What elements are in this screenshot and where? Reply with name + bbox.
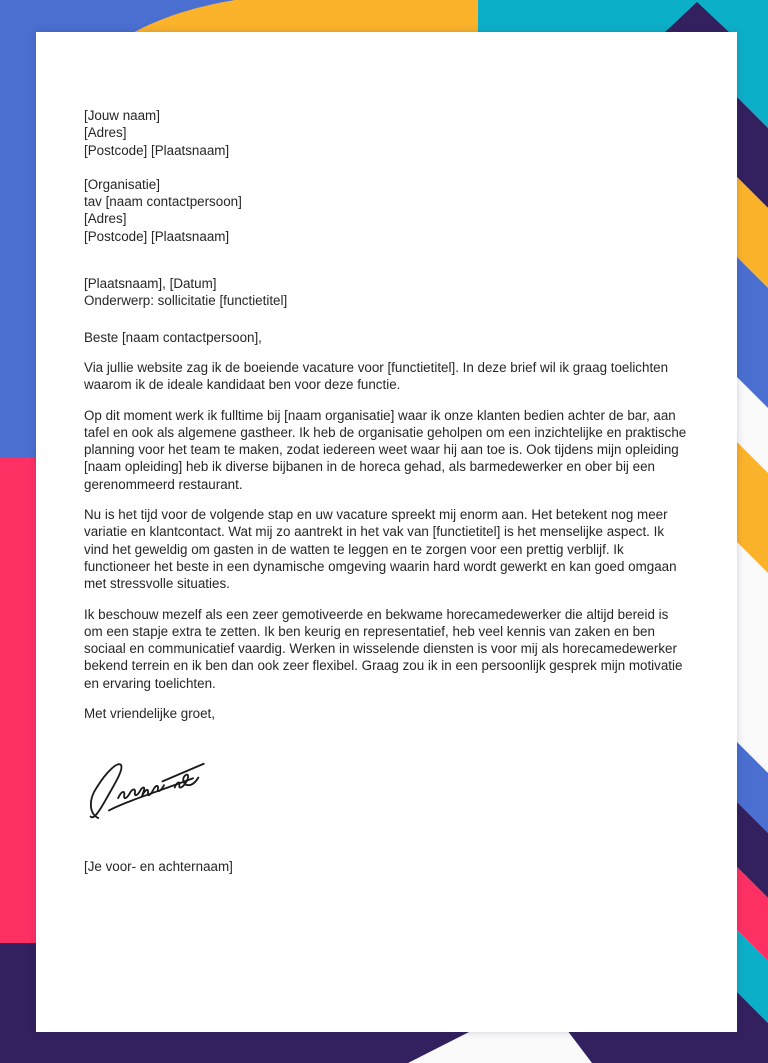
sender-name-line: [Jouw naam] <box>84 108 160 123</box>
signature-drawing <box>86 748 216 830</box>
signature-image <box>86 748 216 830</box>
letter-body <box>84 107 690 876</box>
salutation: Beste [naam contactpersoon], <box>84 329 262 345</box>
signer-name: [Je voor- en achternaam] <box>84 859 233 875</box>
paragraph-current-work: Op dit moment werk ik fulltime bij [naam organisatie] waar ik onze klanten bedien achter de bar, aan tafel en ook als algemene gastheer. Ik heb de organisatie geholpen om een inzichtelijke en praktische planning voor het team te maken, zodat iedereen weet waar hij aan toe is. Ook tijdens mijn opleiding [naam opleiding] heb ik diverse bijbanen in de horeca gehad, als barmedewerker en ober bij een gerenommeerd restaurant. <box>84 407 687 492</box>
subject-line: Onderwerp: sollicitatie [functietitel] <box>84 293 288 309</box>
sender-city-line: [Postcode] [Plaatsnaam] <box>84 142 230 158</box>
recipient-contact-line: tav [naam contactpersoon] <box>84 194 242 210</box>
sender-address-block <box>84 107 690 159</box>
sender-street-line: [Adres] <box>84 125 127 141</box>
letter-page <box>36 32 737 1032</box>
paragraph-motivation: Nu is het tijd voor de volgende stap en uw vacature spreekt mij enorm aan. Het betekent nog meer variatie en klantcontact. Wat mij zo aantrekt in het vak van [functietitel] is het menselijke aspect. Ik vind het geweldig om gasten in de watten te leggen en te zorgen voor een prettig verblijf. Ik functioneer het beste in een dynamische omgeving waarin hard wordt gewerkt en kan goed omgaan met stressvolle situaties. <box>84 507 677 592</box>
recipient-address-block <box>84 176 690 245</box>
recipient-street-line: [Adres] <box>84 211 127 227</box>
recipient-organisation-line: [Organisatie] <box>84 176 160 192</box>
bottom-purple-strip <box>0 1030 768 1063</box>
paragraph-qualities: Ik beschouw mezelf als een zeer gemotiveerde en bekwame horecamedewerker die altijd bereid is om een stapje extra te zetten. Ik ben keurig en representatief, heb veel kennis van zaken en ben sociaal en communicatief vaardig. Werken in wisselende diensten is voor mij als horecamedewerker bekend terrein en ik ben dan ook zeer flexibel. Graag zou ik in een persoonlijk gesprek mijn motivatie en ervaring toelichten. <box>84 606 683 691</box>
letter-meta-block <box>84 275 690 310</box>
paragraph-intro: Via jullie website zag ik de boeiende vacature voor [functietitel]. In deze brief wil ik graag toelichten waarom ik de ideale kandidaat ben voor deze functie. <box>84 359 669 393</box>
signature-stroke-underline <box>109 779 193 811</box>
place-date-line: [Plaatsnaam], [Datum] <box>84 276 217 292</box>
left-purple-band <box>0 943 37 1063</box>
left-pink-band <box>0 457 37 943</box>
closing-line: Met vriendelijke groet, <box>84 706 215 722</box>
recipient-city-line: [Postcode] [Plaatsnaam] <box>84 228 230 244</box>
signature-stroke-loop <box>91 765 122 819</box>
